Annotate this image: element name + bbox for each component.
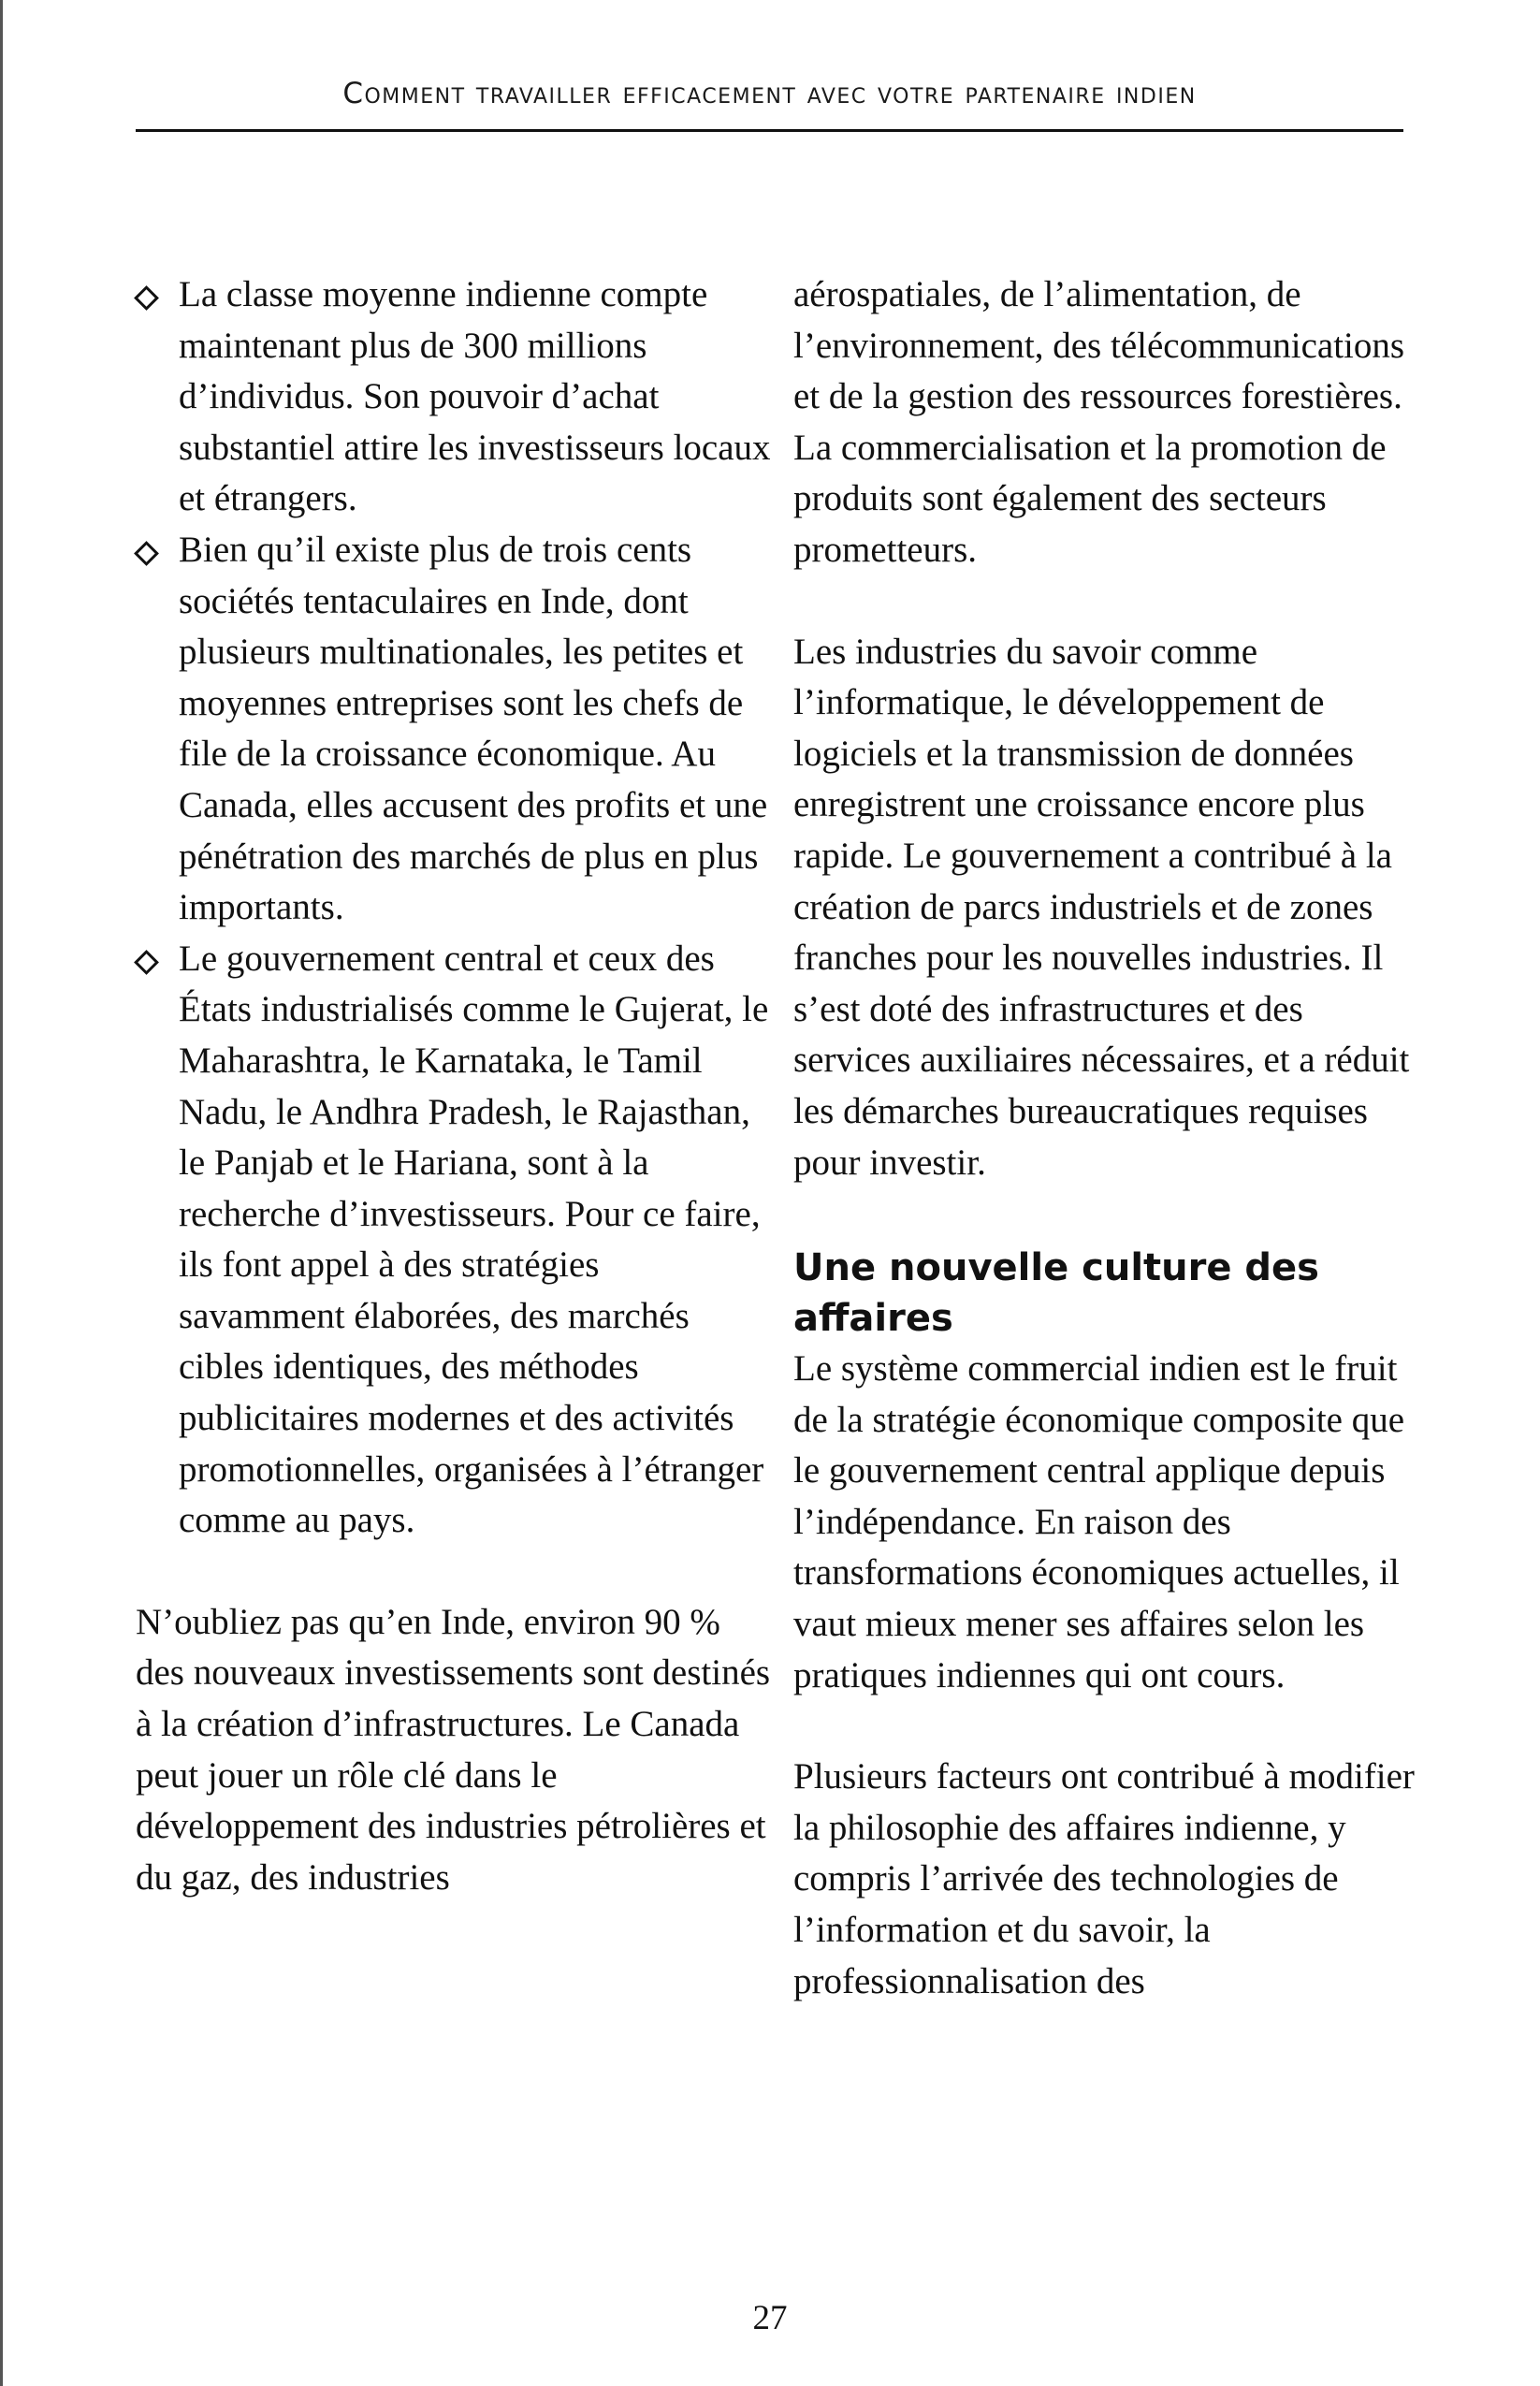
body-paragraph: aérospatiales, de l’alimentation, de l’environnement, des télécommunications et de la gestion des ressources forestières. La commercialisation et la promotion de produits sont également des secteurs prometteurs. xyxy=(793,274,1405,570)
bullet-item xyxy=(136,934,772,1547)
header-rule xyxy=(136,129,1403,132)
section-heading: Une nouvelle culture des affaires xyxy=(793,1246,1319,1341)
bullet-text: La classe moyenne indienne compte maintenant plus de 300 millions d’individus. Son pouvoir d’achat substantiel attire les investisseurs locaux et étrangers. xyxy=(179,274,771,519)
diamond-bullet-icon xyxy=(134,541,159,566)
right-column xyxy=(793,269,1430,2007)
bullet-item xyxy=(136,525,772,934)
left-column xyxy=(136,269,772,1903)
bullet-text: Bien qu’il existe plus de trois cents sociétés tentaculaires en Inde, dont plusieurs multinationales, les petites et moyennes entreprises sont les chefs de file de la croissance économique. Au Canada, elles accusent des profits et une pénétration des marchés de plus en plus importants. xyxy=(179,529,768,928)
page-number: 27 xyxy=(752,2299,788,2337)
bullet-item xyxy=(136,269,772,525)
body-paragraph: N’oubliez pas qu’en Inde, environ 90 % des nouveaux investissements sont destinés à la création d’infrastructures. Le Canada peut jouer un rôle clé dans le développement des industries pétrolières et du gaz, des industries xyxy=(136,1601,771,1898)
body-paragraph: Les industries du savoir comme l’informatique, le développement de logiciels et la transmission de données enregistrent une croissance encore plus rapide. Le gouvernement a contribué à la création de parcs industriels et de zones franches pour les nouvelles industries. Il s’est doté des infrastructures et des services auxiliaires nécessaires, et a réduit les démarches bureaucratiques requises pour investir. xyxy=(793,631,1410,1183)
body-paragraph: Le système commercial indien est le fruit de la stratégie économique composite que le gouvernement central applique depuis l’indépendance. En raison des transformations économiques actuelles, il vaut mieux mener ses affaires selon les pratiques indiennes qui ont cours. xyxy=(793,1348,1405,1695)
page-edge-shadow xyxy=(0,0,3,2386)
bullet-text: Le gouvernement central et ceux des États industrialisés comme le Gujerat, le Maharashtra, le Karnataka, le Tamil Nadu, le Andhra Pradesh, le Rajasthan, le Panjab et le Hariana, sont à la recherche d’investisseurs. Pour ce faire, ils font appel à des stratégies savamment élaborées, des marchés cibles identiques, des méthodes publicitaires modernes et des activités promotionnelles, organisées à l’étranger comme au pays. xyxy=(179,938,769,1541)
diamond-bullet-icon xyxy=(134,950,159,975)
diamond-bullet-icon xyxy=(134,285,159,311)
bullet-list xyxy=(136,269,772,1547)
running-header: Comment travailler efficacement avec votre partenaire indien xyxy=(342,77,1197,110)
body-paragraph: Plusieurs facteurs ont contribué à modifier la philosophie des affaires indienne, y compris l’arrivée des technologies de l’information et du savoir, la professionnalisation des xyxy=(793,1756,1415,2001)
